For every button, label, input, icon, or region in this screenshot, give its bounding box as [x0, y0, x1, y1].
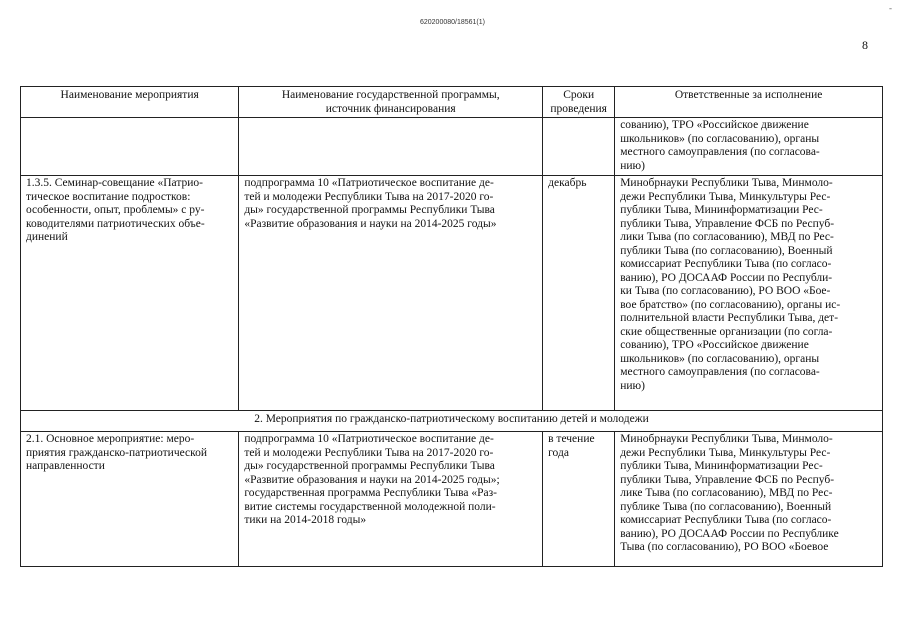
- cell-dates: декабрь: [543, 176, 615, 411]
- cell-responsible: Минобрнауки Республики Тыва, Минмоло- дежи Республики Тыва, Минкультуры Рес- публики Тыва, Мининформатизации Рес- публики Тыва, Управление ФСБ по Респуб- лике Тыва (по согласованию), МВД по Рес- публике Тыва (по согласованию), Военный комиссариат Республики Тыва (по согласо- ванию), РО ДОСААФ России по Республике Тыва (по согласованию), РО ВОО «Боевое: [615, 432, 883, 567]
- table-row-2-1: [21, 432, 883, 567]
- table-row-continuation: [21, 118, 883, 176]
- cell-event: 2.1. Основное мероприятие: меро- приятия гражданско-патриотической направленности: [21, 432, 239, 567]
- column-header-dates: Сроки проведения: [543, 87, 615, 118]
- column-header-responsible: Ответственные за исполнение: [615, 87, 883, 118]
- cell-responsible: сованию), ТРО «Российское движение школьников» (по согласованию), органы местного самоуправления (по согласова- нию): [615, 118, 883, 176]
- section-title: 2. Мероприятия по гражданско-патриотическому воспитанию детей и молодежи: [21, 411, 883, 432]
- cell-dates: в течение года: [543, 432, 615, 567]
- cell-event: [21, 118, 239, 176]
- cell-event: 1.3.5. Семинар-совещание «Патрио- тическое воспитание подростков: особенности, опыт, проблемы» с ру- ководителями патриотических объе- динений: [21, 176, 239, 411]
- cell-program: подпрограмма 10 «Патриотическое воспитание де- тей и молодежи Республики Тыва на 2017-2020 го- ды» государственной программы Республики Тыва «Развитие образования и науки на 2014-2025 годы»: [239, 176, 543, 411]
- table-row-1-3-5: [21, 176, 883, 411]
- corner-mark: -: [889, 3, 892, 13]
- page-number: 8: [862, 38, 868, 52]
- column-header-event: Наименование мероприятия: [21, 87, 239, 118]
- column-header-program: Наименование государственной программы, источник финансирования: [239, 87, 543, 118]
- cell-program: [239, 118, 543, 176]
- document-id: 620200080/18561(1): [419, 19, 485, 26]
- table-header: [21, 87, 883, 118]
- cell-dates: [543, 118, 615, 176]
- cell-responsible: Минобрнауки Республики Тыва, Минмоло- дежи Республики Тыва, Минкультуры Рес- публики Тыва, Мининформатизации Рес- публики Тыва, Управление ФСБ по Респуб- лики Тыва (по согласованию), МВД по Рес- публики Тыва (по согласованию), Военный комиссариат Республики Тыва (по согласо- ванию), РО ДОСААФ России по Республи- ки Тыва (по согласованию), РО ВОО «Боe- вое братство» (по согласованию), органы ис- полнительной власти Республики Тыва, дет- ские общественные организации (по согла- сованию), ТРО «Российское движение школьников» (по согласованию), органы местного самоуправления (по согласова- нию): [615, 176, 883, 411]
- section-header-row: [21, 411, 883, 432]
- events-table: [20, 86, 883, 567]
- cell-program: подпрограмма 10 «Патриотическое воспитание де- тей и молодежи Республики Тыва на 2017-2020 го- ды» государственной программы Республики Тыва «Развитие образования и науки на 2014-2025 годы»; государственная программа Республики Тыва «Раз- витие системы государственной молодежной поли- тики на 2014-2018 годы»: [239, 432, 543, 567]
